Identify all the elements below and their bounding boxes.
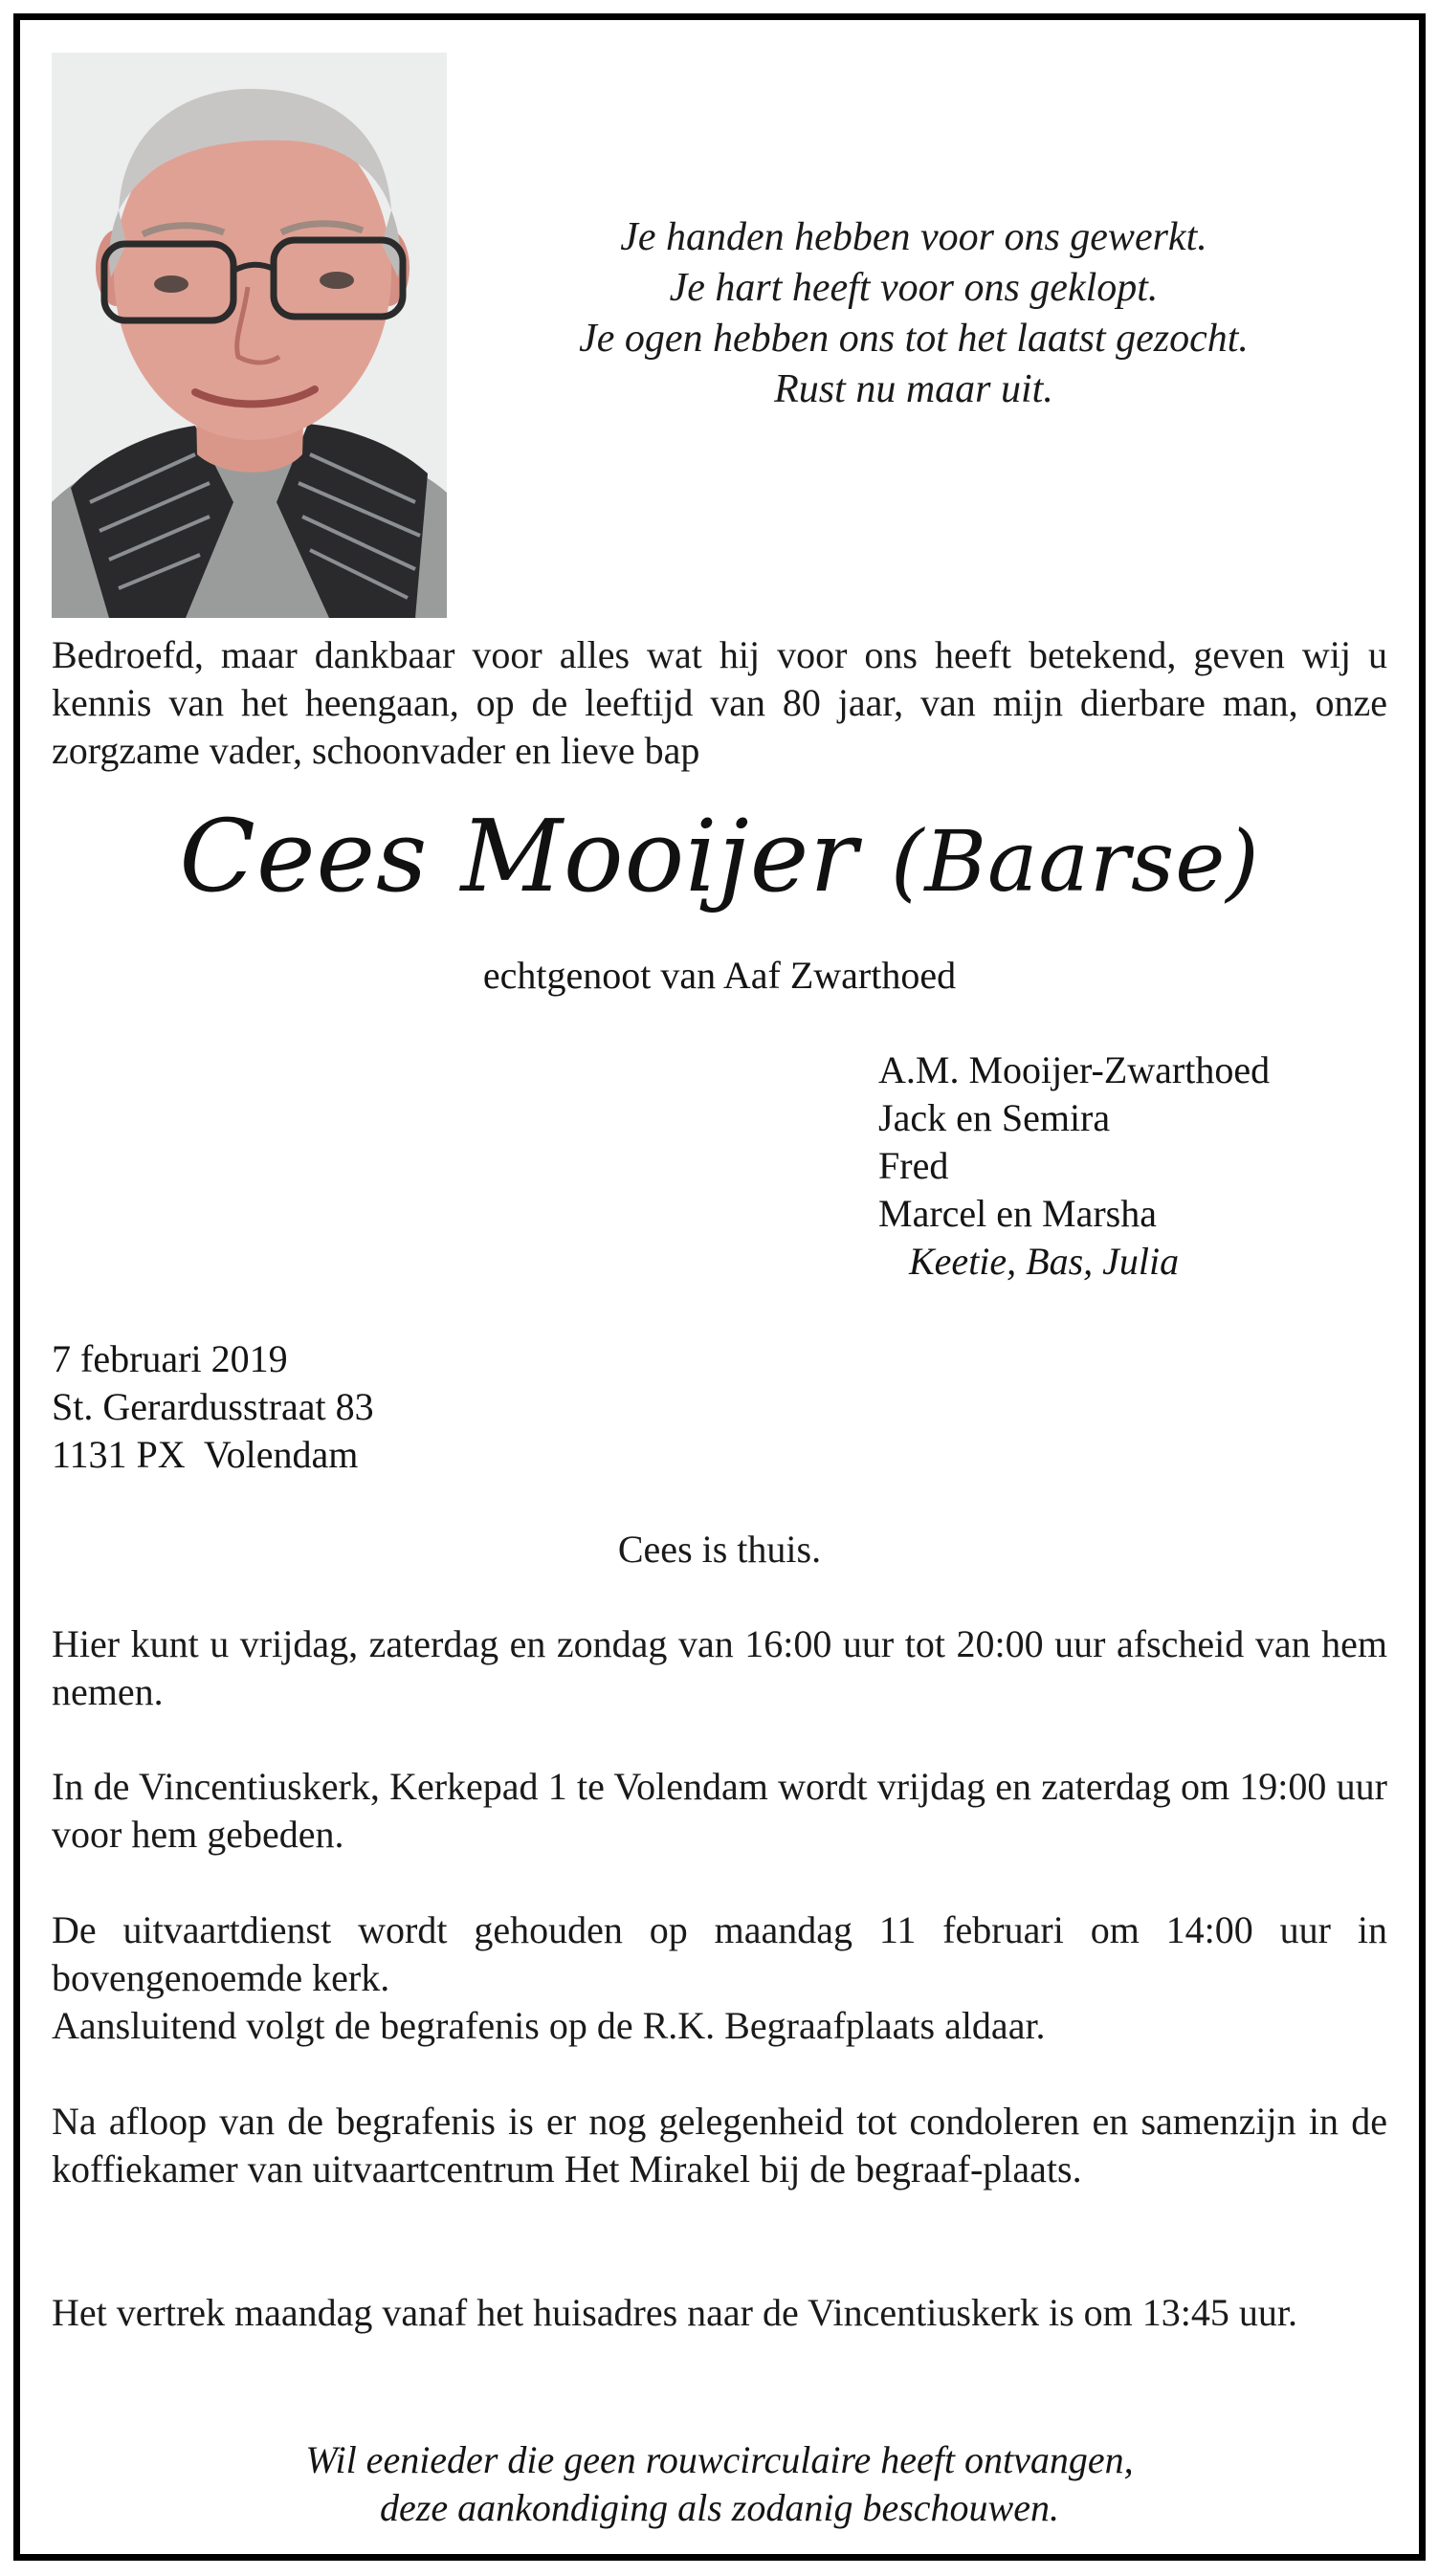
deceased-name-main: Cees Mooijer	[179, 798, 858, 914]
visiting-paragraph: Hier kunt u vrijdag, zaterdag en zondag van 16:00 uur tot 20:00 uur afscheid van hem nemen.	[52, 1622, 1387, 1713]
portrait-photo	[52, 53, 447, 618]
family-member: Fred	[878, 1144, 949, 1187]
poem-line: Rust nu maar uit.	[774, 367, 1053, 411]
deceased-name	[52, 794, 1387, 924]
spouse-line: echtgenoot van Aaf Zwarthoed	[482, 954, 957, 997]
family-member: Jack en Semira	[878, 1096, 1111, 1139]
poem-line: Je hart heeft voor ons geklopt.	[669, 266, 1159, 310]
burial-text: Aansluitend volgt de begrafenis op de R.K. Begraafplaats aldaar.	[52, 2004, 1046, 2047]
announcement-date: 7 februari 2019	[52, 1337, 288, 1380]
departure-paragraph: Het vertrek maandag vanaf het huisadres naar de Vincentiuskerk is om 13:45 uur.	[52, 2291, 1298, 2334]
closing-note	[52, 2436, 1387, 2532]
address-city: 1131 PX Volendam	[52, 1433, 359, 1476]
poem-line: Je ogen hebben ons tot het laatst gezocht.	[579, 317, 1249, 361]
family-member: A.M. Mooijer-Zwarthoed	[878, 1048, 1271, 1091]
intro-text: Bedroefd, maar dankbaar voor alles wat hij voor ons heeft betekend, geven wij u kennis van het heengaan, op de leeftijd van 80 jaar, van mijn dierbare man, onze zorgzame vader, schoonvader en lieve bap	[52, 633, 1387, 772]
service-paragraph	[52, 1906, 1387, 2050]
closing-line: deze aankondiging als zodanig beschouwen.	[380, 2486, 1059, 2529]
deceased-alias: (Baarse)	[891, 812, 1260, 911]
family-list	[878, 1046, 1395, 1286]
condolence-paragraph: Na afloop van de begrafenis is er nog gelegenheid tot condoleren en samenzijn in de koffiekamer van uitvaartcentrum Het Mirakel bij de begraaf-plaats.	[52, 2100, 1387, 2191]
service-text: De uitvaartdienst wordt gehouden op maandag 11 februari om 14:00 uur in bovengenoemde kerk.	[52, 1908, 1387, 1999]
closing-line: Wil eenieder die geen rouwcirculaire heeft ontvangen,	[305, 2438, 1134, 2481]
poem-line: Je handen hebben voor ons gewerkt.	[620, 215, 1207, 259]
poem	[498, 212, 1330, 415]
prayer-paragraph: In de Vincentiuskerk, Kerkepad 1 te Volendam wordt vrijdag en zaterdag om 19:00 uur voor hem gebeden.	[52, 1765, 1387, 1856]
address-block	[52, 1335, 721, 1479]
family-member: Marcel en Marsha	[878, 1192, 1157, 1235]
grandchildren: Keetie, Bas, Julia	[909, 1240, 1180, 1283]
home-notice: Cees is thuis.	[617, 1528, 822, 1571]
address-street: St. Gerardusstraat 83	[52, 1385, 374, 1428]
